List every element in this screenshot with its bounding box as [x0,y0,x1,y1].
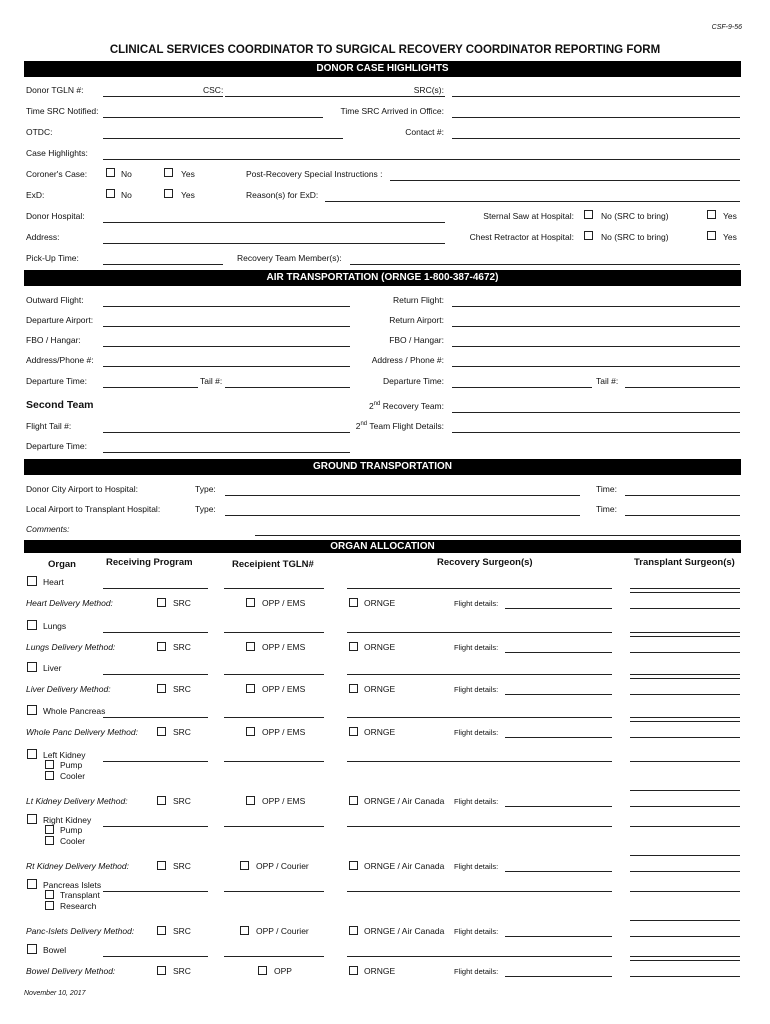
recovery-surgeon-field[interactable] [347,956,612,957]
coroners-no-label: No [121,169,132,179]
sternal-saw-no-checkbox[interactable] [584,210,593,219]
flight-details-label: Flight details: [454,728,499,737]
receiving-program-field[interactable] [103,588,208,589]
footer-date: November 10, 2017 [24,990,86,997]
delivery-method-label: Bowel Delivery Method: [26,966,116,976]
chest-retractor-no-checkbox[interactable] [584,231,593,240]
contact-label: Contact #: [405,127,444,137]
recipient-tgln-field[interactable] [224,674,324,675]
opp-label: OPP [274,966,292,976]
flight-tail-field[interactable] [103,432,350,433]
tail-right-label: Tail #: [596,376,619,386]
col-tgln-header: Receipient TGLN# [232,559,314,570]
recipient-tgln-field[interactable] [224,632,324,633]
coroners-yes-label: Yes [181,169,195,179]
transplant-surgeon-extra-field-2[interactable] [630,790,740,791]
opp-label: OPP / EMS [262,727,306,737]
organ-sub-label: Pump [60,825,83,835]
organ-name: Lungs [43,621,67,631]
opp-checkbox[interactable] [246,796,255,805]
return-airport-field[interactable] [452,326,740,327]
receiving-program-field[interactable] [103,632,208,633]
address-phone-right-field[interactable] [452,366,740,367]
delivery-method-label: Lt Kidney Delivery Method: [26,796,128,806]
opp-label: OPP / EMS [262,684,306,694]
flight-details-field[interactable] [505,652,612,653]
organ-name: Left Kidney [43,750,86,760]
exd-no-checkbox[interactable] [106,189,115,198]
src-checkbox[interactable] [157,598,166,607]
second-team-heading: Second Team [26,399,94,411]
flight-details-field[interactable] [505,976,612,977]
donor-section-header: DONOR CASE HIGHLIGHTS [24,61,741,77]
flight-details-label: Flight details: [454,967,499,976]
flight-details-field[interactable] [505,936,612,937]
outward-flight-field[interactable] [103,306,350,307]
opp-checkbox[interactable] [246,727,255,736]
second-recovery-team-field[interactable] [452,412,740,413]
departure-time-left-field[interactable] [103,387,198,388]
flight-details-field[interactable] [505,871,612,872]
flight-details-label: Flight details: [454,862,499,871]
transplant-surgeon-field[interactable] [630,588,740,589]
organ-name: Right Kidney [43,815,92,825]
departure-time-right-label: Departure Time: [383,376,444,386]
organ-checkbox[interactable] [27,705,37,715]
ornge-checkbox[interactable] [349,796,358,805]
donor-tgln-field[interactable] [103,96,223,97]
form-code: CSF-9-56 [711,24,742,31]
flight-tail-label: Flight Tail #: [26,421,72,431]
organ-sub-checkbox[interactable] [45,901,54,910]
recipient-tgln-field[interactable] [224,588,324,589]
delivery-method-label: Panc-Islets Delivery Method: [26,926,135,936]
col-program-header: Receiving Program [106,557,193,568]
organ-checkbox[interactable] [27,879,37,889]
exd-yes-checkbox[interactable] [164,189,173,198]
coroners-case-label: Coroner's Case: [26,169,88,179]
organ-sub-checkbox[interactable] [45,825,54,834]
chest-retractor-no-label: No (SRC to bring) [601,232,669,242]
ornge-label: ORNGE [364,684,396,694]
col-transplant-header: Transplant Surgeon(s) [634,557,735,568]
fbo-left-field[interactable] [103,346,350,347]
transplant-surgeon-field[interactable] [630,956,740,957]
recovery-surgeon-field[interactable] [347,826,612,827]
recipient-tgln-field[interactable] [224,826,324,827]
opp-checkbox[interactable] [240,861,249,870]
address-field[interactable] [103,243,445,244]
departure-time-left-label: Departure Time: [26,376,87,386]
ornge-label: ORNGE / Air Canada [364,926,445,936]
receiving-program-field[interactable] [103,956,208,957]
organ-checkbox[interactable] [27,662,37,672]
address-phone-left-label: Address/Phone #: [26,355,94,365]
ground-section-header: GROUND TRANSPORTATION [24,459,741,475]
delivery-method-label: Whole Panc Delivery Method: [26,727,138,737]
src-checkbox[interactable] [157,684,166,693]
receiving-program-field[interactable] [103,761,208,762]
local-airport-type-field[interactable] [225,515,580,516]
ornge-label: ORNGE / Air Canada [364,861,445,871]
transplant-surgeon-field[interactable] [630,826,740,827]
transplant-surgeon-extra-field[interactable] [630,652,740,653]
transplant-surgeon-field[interactable] [630,674,740,675]
ornge-checkbox[interactable] [349,727,358,736]
sternal-saw-label: Sternal Saw at Hospital: [483,211,574,221]
second-departure-time-label: Departure Time: [26,441,87,451]
organ-sub-label: Cooler [60,771,86,781]
second-team-flight-label: 2nd Team Flight Details: [355,421,444,431]
outward-flight-label: Outward Flight: [26,295,84,305]
organ-sub-label: Research [60,901,97,911]
sternal-saw-yes-checkbox[interactable] [707,210,716,219]
recovery-surgeon-field[interactable] [347,891,612,892]
delivery-method-label: Lungs Delivery Method: [26,642,116,652]
fbo-left-label: FBO / Hangar: [26,335,81,345]
organ-checkbox[interactable] [27,576,37,586]
recipient-tgln-field[interactable] [224,717,324,718]
departure-airport-label: Departure Airport: [26,315,94,325]
second-departure-time-field[interactable] [103,452,350,453]
transplant-surgeon-field[interactable] [630,717,740,718]
organ-name: Heart [43,577,64,587]
sternal-saw-no-label: No (SRC to bring) [601,211,669,221]
address-phone-right-label: Address / Phone #: [371,355,444,365]
flight-details-label: Flight details: [454,599,499,608]
organ-checkbox[interactable] [27,814,37,824]
organ-sub-label: Pump [60,760,83,770]
src-label: SRC [173,861,191,871]
case-highlights-field[interactable] [103,159,740,160]
donor-hospital-field[interactable] [103,222,445,223]
flight-details-field[interactable] [505,737,612,738]
organ-checkbox[interactable] [27,944,37,954]
donor-hospital-label: Donor Hospital: [26,211,85,221]
case-highlights-label: Case Highlights: [26,148,88,158]
src-checkbox[interactable] [157,796,166,805]
otdc-field[interactable] [103,138,343,139]
coroners-no-checkbox[interactable] [106,168,115,177]
ornge-checkbox[interactable] [349,926,358,935]
ornge-checkbox[interactable] [349,861,358,870]
donor-city-type-field[interactable] [225,495,580,496]
opp-label: OPP / Courier [256,861,309,871]
return-flight-field[interactable] [452,306,740,307]
donor-city-time-field[interactable] [625,495,740,496]
src-label: SRC [173,966,191,976]
src-checkbox[interactable] [157,926,166,935]
srcs-field[interactable] [452,96,740,97]
recovery-surgeon-field[interactable] [347,717,612,718]
col-organ-header: Organ [48,559,76,570]
tail-left-field[interactable] [225,387,350,388]
transplant-surgeon-extra-field[interactable] [630,806,740,807]
opp-checkbox[interactable] [246,684,255,693]
flight-details-field[interactable] [505,806,612,807]
recovery-surgeon-field[interactable] [347,674,612,675]
receiving-program-field[interactable] [103,674,208,675]
fbo-right-label: FBO / Hangar: [389,335,444,345]
organ-sub-label: Cooler [60,836,86,846]
organ-sub-checkbox[interactable] [45,890,54,899]
srcs-label: SRC(s): [413,85,444,95]
col-recovery-header: Recovery Surgeon(s) [437,557,533,568]
time-arrived-label: Time SRC Arrived in Office: [340,106,444,116]
src-checkbox[interactable] [157,861,166,870]
src-label: SRC [173,926,191,936]
recovery-surgeon-field[interactable] [347,632,612,633]
ornge-label: ORNGE / Air Canada [364,796,445,806]
transplant-surgeon-extra-field-2[interactable] [630,678,740,679]
recovery-team-field[interactable] [350,264,740,265]
address-label: Address: [26,232,60,242]
receiving-program-field[interactable] [103,891,208,892]
transplant-surgeon-extra-field-2[interactable] [630,592,740,593]
organ-sub-checkbox[interactable] [45,771,54,780]
organ-name: Bowel [43,945,67,955]
ornge-checkbox[interactable] [349,966,358,975]
time-notified-label: Time SRC Notified: [26,106,99,116]
opp-label: OPP / EMS [262,796,306,806]
transplant-surgeon-extra-field[interactable] [630,608,740,609]
comments-field[interactable] [255,535,740,536]
air-section-header: AIR TRANSPORTATION (ORNGE 1-800-387-4672) [24,270,741,286]
flight-details-label: Flight details: [454,927,499,936]
ornge-label: ORNGE [364,727,396,737]
recipient-tgln-field[interactable] [224,956,324,957]
pickup-time-label: Pick-Up Time: [26,253,79,263]
departure-airport-field[interactable] [103,326,350,327]
transplant-surgeon-field[interactable] [630,891,740,892]
transplant-surgeon-extra-field-2[interactable] [630,721,740,722]
return-airport-label: Return Airport: [389,315,444,325]
opp-checkbox[interactable] [240,926,249,935]
recovery-surgeon-field[interactable] [347,588,612,589]
reasons-exd-field[interactable] [325,201,740,202]
transplant-surgeon-extra-field[interactable] [630,976,740,977]
src-checkbox[interactable] [157,642,166,651]
transplant-surgeon-extra-field[interactable] [630,737,740,738]
src-label: SRC [173,684,191,694]
transplant-surgeon-field[interactable] [630,761,740,762]
donor-city-label: Donor City Airport to Hospital: [26,484,138,494]
opp-label: OPP / EMS [262,598,306,608]
transplant-surgeon-extra-field[interactable] [630,936,740,937]
coroners-yes-checkbox[interactable] [164,168,173,177]
chest-retractor-yes-checkbox[interactable] [707,231,716,240]
ornge-checkbox[interactable] [349,598,358,607]
delivery-method-label: Liver Delivery Method: [26,684,111,694]
opp-label: OPP / EMS [262,642,306,652]
src-label: SRC [173,796,191,806]
flight-details-label: Flight details: [454,797,499,806]
opp-checkbox[interactable] [246,642,255,651]
recovery-surgeon-field[interactable] [347,761,612,762]
flight-details-field[interactable] [505,694,612,695]
local-airport-type-label: Type: [195,504,216,514]
address-phone-left-field[interactable] [103,366,350,367]
chest-retractor-label: Chest Retractor at Hospital: [469,232,574,242]
post-recovery-label: Post-Recovery Special Instructions : [246,169,383,179]
organ-checkbox[interactable] [27,749,37,759]
donor-city-type-label: Type: [195,484,216,494]
src-label: SRC [173,727,191,737]
fbo-right-field[interactable] [452,346,740,347]
post-recovery-field[interactable] [390,180,740,181]
exd-no-label: No [121,190,132,200]
local-airport-label: Local Airport to Transplant Hospital: [26,504,161,514]
transplant-surgeon-extra-field[interactable] [630,871,740,872]
time-notified-field[interactable] [103,117,323,118]
exd-label: ExD: [26,190,45,200]
delivery-method-label: Heart Delivery Method: [26,598,113,608]
organ-name: Liver [43,663,62,673]
flight-details-label: Flight details: [454,685,499,694]
donor-city-time-label: Time: [596,484,617,494]
transplant-surgeon-extra-field-2[interactable] [630,855,740,856]
organ-sub-checkbox[interactable] [45,760,54,769]
src-label: SRC [173,598,191,608]
src-checkbox[interactable] [157,727,166,736]
organ-name: Pancreas Islets [43,880,102,890]
transplant-surgeon-extra-field-2[interactable] [630,920,740,921]
local-airport-time-label: Time: [596,504,617,514]
local-airport-time-field[interactable] [625,515,740,516]
organ-sub-checkbox[interactable] [45,836,54,845]
departure-time-right-field[interactable] [452,387,592,388]
organ-name: Whole Pancreas [43,706,106,716]
ornge-checkbox[interactable] [349,684,358,693]
return-flight-label: Return Flight: [392,295,444,305]
chest-retractor-yes-label: Yes [723,232,737,242]
transplant-surgeon-extra-field-2[interactable] [630,636,740,637]
otdc-label: OTDC: [26,127,53,137]
tail-right-field[interactable] [625,387,740,388]
second-team-flight-field[interactable] [452,432,740,433]
comments-label: Comments: [26,524,70,534]
opp-checkbox[interactable] [258,966,267,975]
organ-checkbox[interactable] [27,620,37,630]
csc-label: CSC: [203,85,224,95]
ornge-checkbox[interactable] [349,642,358,651]
receiving-program-field[interactable] [103,826,208,827]
ornge-label: ORNGE [364,598,396,608]
transplant-surgeon-extra-field-2[interactable] [630,960,740,961]
src-checkbox[interactable] [157,966,166,975]
ornge-label: ORNGE [364,642,396,652]
sternal-saw-yes-label: Yes [723,211,737,221]
recipient-tgln-field[interactable] [224,891,324,892]
organ-section-header: ORGAN ALLOCATION [24,540,741,553]
donor-tgln-label: Donor TGLN #: [26,85,84,95]
exd-yes-label: Yes [181,190,195,200]
receiving-program-field[interactable] [103,717,208,718]
tail-left-label: Tail #: [200,376,223,386]
flight-details-label: Flight details: [454,643,499,652]
opp-checkbox[interactable] [246,598,255,607]
recipient-tgln-field[interactable] [224,761,324,762]
flight-details-field[interactable] [505,608,612,609]
second-recovery-team-label: 2nd Recovery Team: [368,401,444,411]
organ-sub-label: Transplant [60,890,100,900]
contact-field[interactable] [452,138,740,139]
recovery-team-label: Recovery Team Member(s): [237,253,342,263]
reasons-exd-label: Reason(s) for ExD: [246,190,319,200]
time-arrived-field[interactable] [452,117,740,118]
pickup-time-field[interactable] [103,264,223,265]
csc-field[interactable] [225,96,445,97]
src-label: SRC [173,642,191,652]
delivery-method-label: Rt Kidney Delivery Method: [26,861,129,871]
form-title: CLINICAL SERVICES COORDINATOR TO SURGICAL RECOVERY COORDINATOR REPORTING FORM [109,44,661,56]
opp-label: OPP / Courier [256,926,309,936]
transplant-surgeon-field[interactable] [630,632,740,633]
transplant-surgeon-extra-field[interactable] [630,694,740,695]
ornge-label: ORNGE [364,966,396,976]
